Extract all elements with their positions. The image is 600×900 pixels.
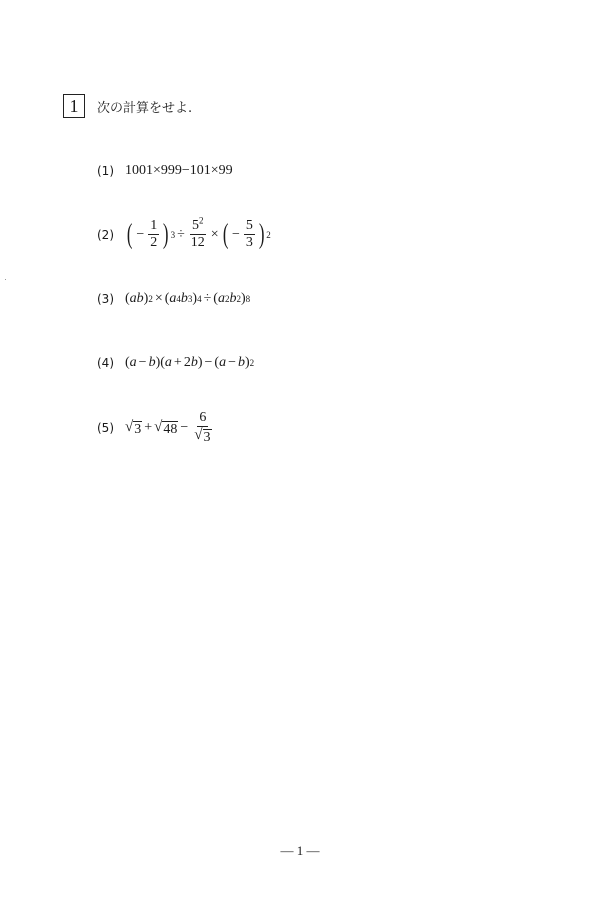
item-1-expression: 1001×999−101×99	[125, 163, 233, 178]
right-paren: )	[163, 218, 169, 250]
page-number: — 1 —	[280, 843, 320, 858]
item-3	[97, 291, 250, 307]
item-label: (2)	[97, 227, 114, 242]
item-2-expression: ( − $\frac{1}{2}$ ) 3 ÷ $\frac{5^2}{12}$ × ( − $\frac{5}{3}$ ) 2	[126, 215, 271, 251]
left-paren: (	[222, 218, 229, 250]
left-paren: (	[126, 218, 133, 250]
item-label: (5)	[97, 420, 114, 435]
problem-number-box	[63, 94, 85, 118]
problem-header	[63, 94, 192, 118]
item-2	[97, 215, 271, 251]
fraction: 6 √ 3	[194, 410, 211, 446]
item-5	[97, 410, 216, 445]
item-4	[97, 355, 254, 371]
problem-number: 1	[69, 96, 79, 116]
item-label: (1)	[97, 164, 114, 178]
square-root: √ 3	[194, 427, 211, 446]
fraction: $\frac{1}{2}$	[150, 218, 158, 251]
item-5-expression: √ 3 + √ 48 − 6 √ 3	[125, 410, 216, 445]
square-root: √ 3	[125, 418, 142, 437]
item-3-expression: ( a b ) 2 × ( a 4 b 3 ) 4 ÷ ( a 2 b 2 ) 8	[125, 291, 251, 306]
item-4-expression: ( a − b )( a + 2 b ) − ( a − b ) 2	[125, 355, 255, 370]
problem-instruction: 次の計算をせよ.	[97, 100, 193, 116]
scan-speck	[5, 279, 6, 280]
item-label: (4)	[97, 356, 114, 370]
fraction: $\frac{5}{3}$	[245, 218, 253, 251]
right-paren: )	[258, 218, 265, 250]
item-1	[97, 163, 233, 179]
item-label: (3)	[97, 292, 114, 306]
fraction: $\frac{5^2}{12}$	[190, 215, 205, 251]
square-root: √ 48	[154, 418, 178, 437]
